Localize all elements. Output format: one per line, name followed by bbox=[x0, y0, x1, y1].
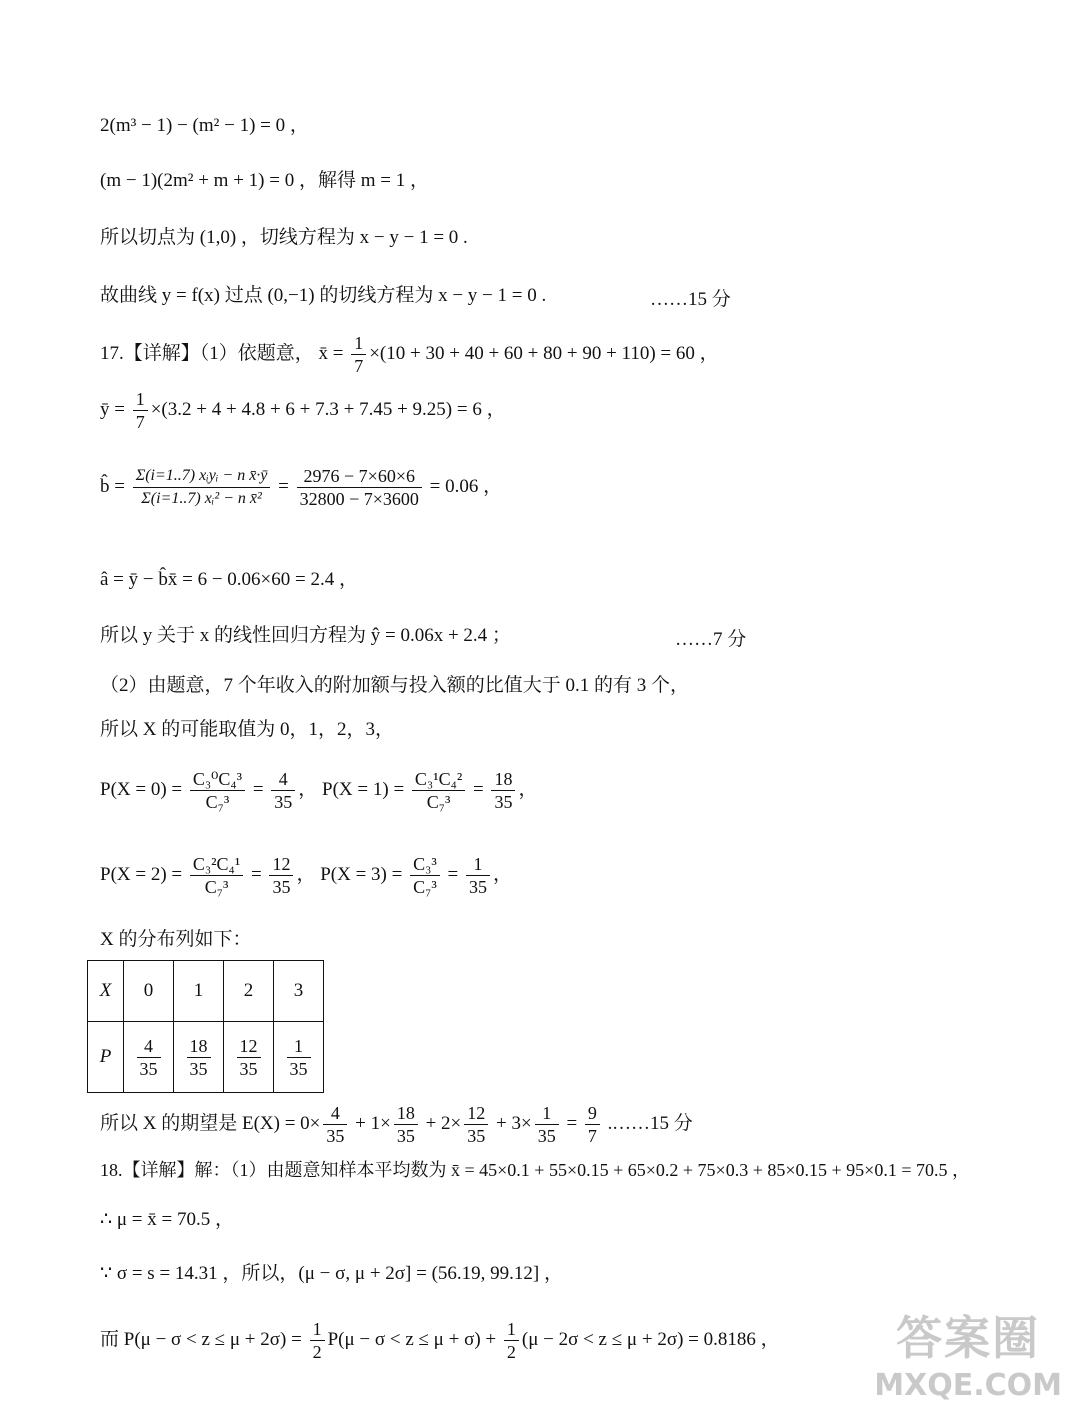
fraction bbox=[394, 1102, 418, 1147]
table-cell: 2 bbox=[224, 961, 274, 1022]
mu-line: ∴ μ = x̄ = 70.5 ， bbox=[100, 1209, 234, 1230]
possible-values-line: 所以 X 的可能取值为 0，1，2，3， bbox=[100, 719, 394, 740]
text: ȳ = bbox=[100, 398, 130, 420]
probability-line-2 bbox=[100, 853, 512, 898]
fraction bbox=[187, 1035, 211, 1080]
text: = bbox=[442, 863, 463, 885]
watermark-site: MXQE.COM bbox=[874, 1368, 1062, 1403]
fraction-denominator: 7 bbox=[354, 356, 364, 376]
fraction-numerator: 12 bbox=[269, 853, 293, 876]
tangent-point-line: 所以切点为 (1,0) ，切线方程为 x − y − 1 = 0 . bbox=[100, 227, 468, 248]
fraction-numerator: 4 bbox=[323, 1102, 347, 1125]
fraction bbox=[585, 1102, 600, 1147]
fraction-denominator: 35 bbox=[467, 1126, 486, 1146]
text: ×(3.2 + 4 + 4.8 + 6 + 7.3 + 7.45 + 9.25) = 6 ， bbox=[150, 398, 506, 420]
table-cell: 0 bbox=[124, 961, 174, 1022]
fraction-numerator: 1 bbox=[466, 853, 490, 876]
probability-line-1 bbox=[100, 768, 538, 813]
text: 17.【详解】（1）依题意， x̄ = bbox=[100, 342, 349, 364]
text: = bbox=[468, 778, 489, 800]
fraction-numerator: 12 bbox=[237, 1035, 261, 1058]
fraction-numerator: 4 bbox=[271, 768, 295, 791]
text: = bbox=[248, 778, 269, 800]
text: ， P(X = 1) = bbox=[298, 778, 409, 800]
text: (μ − 2σ < z ≤ μ + 2σ) = 0.8186 ， bbox=[521, 1328, 780, 1350]
fraction bbox=[323, 1102, 347, 1147]
fraction-numerator: C₃²C₄¹ bbox=[190, 853, 243, 876]
fraction bbox=[137, 1035, 161, 1080]
probability-interval-line bbox=[100, 1318, 780, 1363]
fraction bbox=[271, 768, 295, 813]
text: P(μ − σ < z ≤ μ + σ) + bbox=[327, 1328, 501, 1350]
fraction-numerator: 1 bbox=[133, 388, 148, 411]
fraction-denominator: 35 bbox=[274, 792, 293, 812]
watermark bbox=[874, 1302, 1062, 1403]
fraction-denominator: 7 bbox=[587, 1126, 597, 1146]
fraction bbox=[466, 853, 490, 898]
expectation-line bbox=[100, 1102, 612, 1147]
fraction-numerator: 1 bbox=[535, 1102, 559, 1125]
score-marker: ……15 分 bbox=[612, 1113, 693, 1134]
y-mean-line bbox=[100, 388, 506, 433]
fraction-numerator: 1 bbox=[351, 332, 366, 355]
score-marker: ……7 分 bbox=[675, 629, 747, 650]
fraction bbox=[491, 768, 515, 813]
b-hat-line bbox=[100, 465, 502, 510]
text: P(X = 2) = bbox=[100, 863, 187, 885]
text: . bbox=[602, 1112, 613, 1134]
table-row bbox=[88, 1022, 324, 1093]
fraction-numerator: C₃⁰C₄³ bbox=[190, 768, 245, 791]
text: ， P(X = 3) = bbox=[296, 863, 408, 885]
table-cell: 1 bbox=[174, 961, 224, 1022]
text: + 2× bbox=[420, 1112, 462, 1134]
table-cell: P bbox=[88, 1022, 124, 1093]
fraction bbox=[287, 1035, 311, 1080]
fraction bbox=[351, 332, 366, 377]
sigma-interval-line: ∵ σ = s = 14.31 ，所以，(μ − σ, μ + 2σ] = (56.19, 99.12] ， bbox=[100, 1263, 563, 1284]
fraction-numerator: 18 bbox=[394, 1102, 418, 1125]
fraction-denominator: 2 bbox=[312, 1342, 322, 1362]
fraction-numerator: 9 bbox=[585, 1102, 600, 1125]
fraction-denominator: Σ(i=1..7) xᵢ² − n x̄² bbox=[141, 490, 262, 507]
text: = bbox=[246, 863, 267, 885]
equation-line-1: 2(m³ − 1) − (m² − 1) = 0 ， bbox=[100, 115, 309, 136]
fraction-denominator: 35 bbox=[396, 1126, 415, 1146]
sample-mean-line: 18.【详解】解：（1）由题意知样本平均数为 x̄ = 45×0.1 + 55×0.15 + 65×0.2 + 75×0.3 + 85×0.15 + 95×0.1 = 70.5 ， bbox=[100, 1160, 970, 1180]
distribution-caption: X 的分布列如下： bbox=[100, 929, 252, 950]
fraction bbox=[464, 1102, 488, 1147]
fraction bbox=[190, 768, 245, 813]
fraction-denominator: 35 bbox=[494, 792, 513, 812]
x-mean-line bbox=[100, 332, 719, 377]
fraction bbox=[504, 1318, 519, 1363]
table-cell: 3 bbox=[274, 961, 324, 1022]
fraction-denominator: 2 bbox=[506, 1342, 516, 1362]
fraction-denominator: C₇³ bbox=[205, 792, 230, 812]
equation-line-2: (m − 1)(2m² + m + 1) = 0 ，解得 m = 1 ， bbox=[100, 170, 429, 191]
fraction-numerator: C₃¹C₄² bbox=[412, 768, 465, 791]
table-cell bbox=[274, 1022, 324, 1093]
text: 所以 X 的期望是 E(X) = 0× bbox=[100, 1112, 321, 1134]
fraction bbox=[297, 465, 422, 510]
fraction bbox=[269, 853, 293, 898]
fraction-denominator: C₇³ bbox=[426, 792, 451, 812]
text: ×(10 + 30 + 40 + 60 + 80 + 90 + 110) = 60 ， bbox=[369, 342, 719, 364]
part2-intro-line: （2）由题意，7 个年收入的附加额与投入额的比值大于 0.1 的有 3 个， bbox=[100, 675, 690, 696]
fraction-numerator: 1 bbox=[504, 1318, 519, 1341]
text: + 1× bbox=[350, 1112, 391, 1134]
regression-line: 所以 y 关于 x 的线性回归方程为 ŷ = 0.06x + 2.4 ； bbox=[100, 625, 511, 646]
fraction bbox=[412, 768, 465, 813]
fraction-denominator: 35 bbox=[272, 877, 291, 897]
text: b̂ = bbox=[100, 475, 130, 497]
text: ， bbox=[518, 778, 538, 800]
text: 而 P(μ − σ < z ≤ μ + 2σ) = bbox=[100, 1328, 307, 1350]
table-cell bbox=[224, 1022, 274, 1093]
fraction bbox=[190, 853, 243, 898]
fraction-numerator: 4 bbox=[137, 1035, 161, 1058]
fraction-denominator: C₇³ bbox=[204, 877, 229, 897]
text: = bbox=[273, 475, 294, 497]
fraction bbox=[133, 388, 148, 433]
text: ， bbox=[492, 863, 512, 885]
watermark-logo: 答案圈 bbox=[896, 1311, 1041, 1365]
fraction-denominator: 35 bbox=[139, 1058, 158, 1079]
fraction-denominator: 35 bbox=[189, 1058, 208, 1079]
tangent-conclusion-line: 故曲线 y = f(x) 过点 (0,−1) 的切线方程为 x − y − 1 = 0 . bbox=[100, 285, 547, 306]
text: P(X = 0) = bbox=[100, 778, 187, 800]
fraction-numerator: 1 bbox=[310, 1318, 325, 1341]
fraction-denominator: 35 bbox=[468, 877, 487, 897]
fraction-numerator: Σ(i=1..7) xᵢyᵢ − n x̄·ȳ bbox=[133, 465, 271, 488]
fraction bbox=[310, 1318, 325, 1363]
fraction-denominator: C₇³ bbox=[413, 877, 437, 897]
text: + 3× bbox=[491, 1112, 532, 1134]
fraction bbox=[133, 465, 271, 510]
fraction-denominator: 35 bbox=[239, 1058, 258, 1079]
fraction-numerator: 18 bbox=[491, 768, 515, 791]
fraction-numerator: 12 bbox=[464, 1102, 488, 1125]
text: = bbox=[561, 1112, 582, 1134]
fraction-numerator: 18 bbox=[187, 1035, 211, 1058]
score-marker: ……15 分 bbox=[650, 289, 731, 310]
distribution-table bbox=[87, 960, 324, 1093]
a-hat-line: â = ȳ − b̂x̄ = 6 − 0.06×60 = 2.4 ， bbox=[100, 569, 358, 590]
fraction-denominator: 7 bbox=[135, 412, 145, 432]
fraction-numerator: C₃³ bbox=[410, 853, 440, 876]
table-row bbox=[88, 961, 324, 1022]
fraction bbox=[410, 853, 440, 898]
fraction-denominator: 35 bbox=[537, 1126, 556, 1146]
fraction-numerator: 2976 − 7×60×6 bbox=[297, 465, 422, 488]
fraction-denominator: 35 bbox=[289, 1058, 308, 1079]
fraction-denominator: 32800 − 7×3600 bbox=[299, 489, 419, 509]
fraction-denominator: 35 bbox=[326, 1126, 345, 1146]
fraction bbox=[237, 1035, 261, 1080]
table-cell bbox=[124, 1022, 174, 1093]
table-cell: X bbox=[88, 961, 124, 1022]
table-cell bbox=[174, 1022, 224, 1093]
fraction-numerator: 1 bbox=[287, 1035, 311, 1058]
text: = 0.06 ， bbox=[424, 475, 503, 497]
fraction bbox=[535, 1102, 559, 1147]
